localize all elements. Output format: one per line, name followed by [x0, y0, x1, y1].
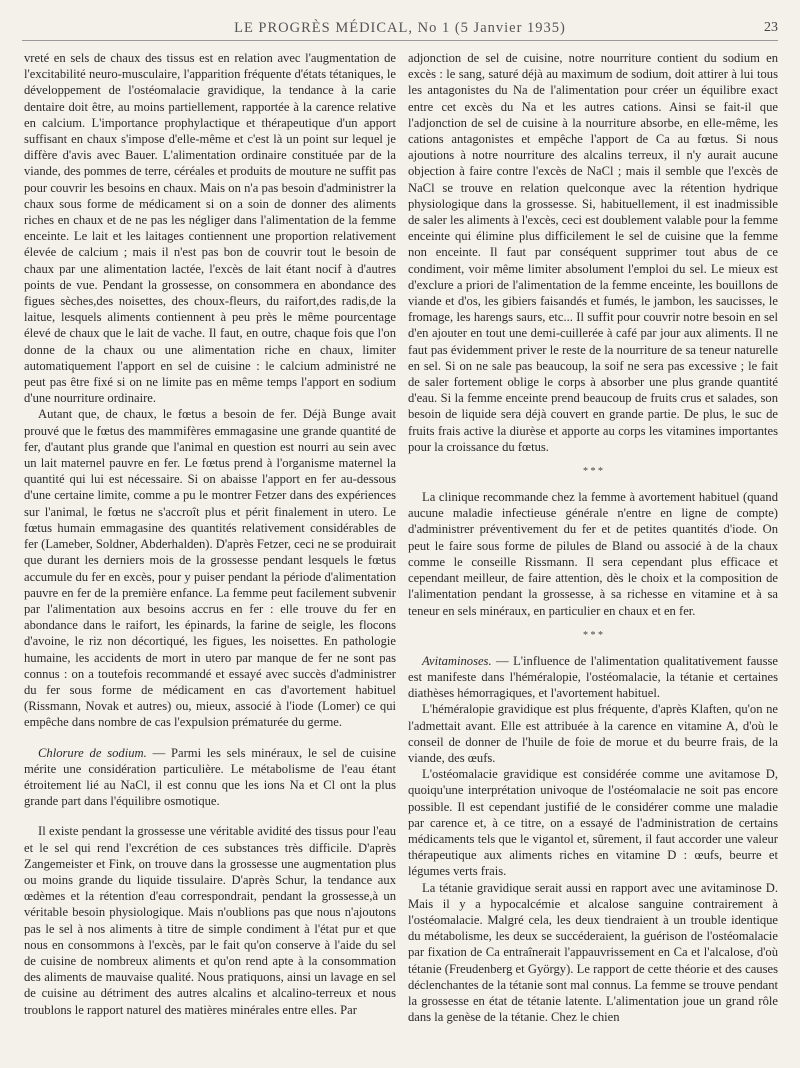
paragraph: Il existe pendant la grossesse une véritable avidité des tissus pour l'eau et le sel qui rend l'excrétion de ces substances très difficile. D'après Zangemeister et Fink, on trouve dans la grossesse une augmentation plus ou moins grande du liquide tissulaire. D'après Schur, la tendance aux œdèmes et la rétention d'eau correspondrait, pendant la grossesse,à un véritable besoin physiologique. Mais n'oublions pas que nous n'ajoutons pas le sel à nos aliments à titre de simple condiment à l'état pur et que nous en consommons à l'excès, par le fait qu'on conserve à l'aide du sel de cuisine de nombreux aliments et qu'on rend apte à la consommation des aliments de mauvaise qualité. Nous pratiquons, ainsi un lavage en sel de cuisine au détriment des autres alcalins et alcalino-terreux et nous troublons le rapport naturel des matières minérales entre elles. Par [24, 824, 396, 1017]
section-paragraph-chlorure [24, 745, 396, 810]
section-title-avitaminoses: Avitaminoses. [422, 653, 492, 668]
page-number: 23 [764, 20, 778, 35]
paragraph: L'héméralopie gravidique est plus fréquente, d'après Klaften, qu'on ne l'admettait avant. Elle est attribuée à la carence en vitamine A, d'où le conseil de donner de l'huile de foie de morue et du beurre frais, de la viande, des œufs. [408, 702, 778, 765]
paragraph-text: — L'influence de l'alimentation qualitativement fausse est manifeste dans l'héméralopie, l'ostéomalacie, la tétanie et certaines diathèses hémorragiques, et l'avortement habituel. [408, 653, 778, 701]
paragraph-text: — Parmi les sels minéraux, le sel de cuisine mérite une considération particulière. Le métabolisme de l'eau étant étroitement lié au NaCl, il est connu que les ions Na et Cl ont la plus grande part dans l'équilibre osmotique. [24, 745, 396, 809]
paragraph: La clinique recommande chez la femme à avortement habituel (quand aucune maladie infectieuse générale n'entre en ligne de compte) d'administrer préventivement du fer et de petites quantités d'iode. On peut le faire sous forme de pilules de Bland ou associé à de la chaux comme le conseille Rissmann. Il sera cependant plus efficace et cependant meilleur, de faire attention, dès le choix et la composition de l'alimentation pendant la grossesse, à sa richesse en vitamine et à sa teneur en sels minéraux, en particulier en chaux et en fer. [408, 490, 778, 618]
paragraph: vreté en sels de chaux des tissus est en relation avec l'augmentation de l'excitabilité neuro-musculaire, l'apparition fréquente d'états tétaniques, le développement de l'ostéomalacie gravidique, la tendance à la carie dentaire doit être, au moins partiellement, rapportée à la carence relative en calcium. L'importance prophylactique et thérapeutique d'un apport suffisant en chaux s'impose d'elle-même et c'est là un point sur lequel je diffère d'avis avec Bauer. L'alimentation ordinaire constituée par de la viande, des pommes de terre, céréales et produits de mouture ne suffit pas pour couvrir les besoins en chaux. Mais on n'a pas besoin d'administrer la chaux sous forme de médicament si on a soin de donner des aliments riches en chaux et de ne pas les négliger dans l'alimentation de la femme enceinte. Le lait et les laitages contiennent une proportion relativement élevée de calcium ; mais il n'est pas bon de couvrir tout le besoin de chaux par une alimentation lactée, l'excès de lait étant nocif à d'autres points de vue. Pendant la grossesse, on consommera en abondance des figues sèches,des noisettes, des choux-fleurs, du raifort,des radis,de la laitue, lesquels aliments contiennent à peu près le même pourcentage élevé de chaux que le lait de vache. Il faut, en outre, chaque fois que l'on donne de la chaux ou une alimentation riche en chaux, limiter automatiquement l'apport en sel de cuisine : le calcium administré ne peut pas être fixé si on ne limite pas en même temps l'apport en sodium d'une nourriture ordinaire. [24, 51, 396, 406]
right-column [408, 50, 778, 1025]
running-header [22, 18, 778, 41]
paragraph: L'ostéomalacie gravidique est considérée comme une avitamose D, quoiqu'une interprétation univoque de l'ostéomalacie ne soit pas encore possible. Il est cependant justifié de le considérer comme une maladie par carence et, à ce titre, on a essayé de l'administration de certains médicaments tels que le vigantol et, sûrement, il faut accorder une valeur thérapeutique aux aliments riches en vitamine D : œufs, beurre et légumes verts frais. [408, 767, 778, 879]
section-title-chlorure: Chlorure de sodium. [38, 745, 147, 760]
section-separator: * * * [583, 466, 603, 478]
section-paragraph-avitaminoses [408, 653, 778, 702]
paragraph: adjonction de sel de cuisine, notre nourriture contient du sodium en excès : le sang, saturé déjà au maximum de sodium, doit attirer à lui tous les antagonistes du Na de l'alimentation pour créer un équilibre exact entre cet excès du Na et les autres cations. Ainsi se fait-il que l'adjonction de sel de cuisine à la nourriture absorbe, en elle-même, les cations antagonistes et empêche l'apport de Ca au fœtus. Si nous ajoutions à notre nourriture des alcalins terreux, il n'y aurait aucune objection à faire contre l'excès de NaCl ; mais il semble que l'excès de NaCl se trouve en relation quelconque avec la rétention hydrique physiologique dans la grossesse. Si, habituellement, il est inadmissible de saler les aliments à l'excès, ceci est doublement valable pour la femme enceinte qui élimine plus difficilement le sel de cuisine que la femme non enceinte. Il faut par conséquent supprimer tout abus de ce condiment, voir même limiter absolument l'emploi du sel. Le mieux est d'exclure a priori de l'alimentation de la femme enceinte, les bouillons de viande et d'os, les gibiers faisandés et fumés, le jambon, les saucisses, le fromage, les harengs saurs, etc... Il suffit pour couvrir notre besoin en sel d'en ajouter en tout une demi-cuillerée à café par jour aux aliments. Il ne faut pas évidemment priver le reste de la nourriture de sa teneur naturelle en sel. Si on ne sale pas beaucoup, la soif ne sera pas excessive ; le fait de saler fortement oblige le corps à absorber une plus grande quantité d'eau. Si la femme enceinte prend beaucoup de fruits crus et salades, son besoin de liquide sera déjà couvert en grande partie. De plus, le suc de fruits frais active la diurèse et apporte au corps les vitamines importantes pour la croissance du fœtus. [408, 51, 778, 454]
paragraph: Autant que, de chaux, le fœtus a besoin de fer. Déjà Bunge avait prouvé que le fœtus des mammifères emmagasine une grande quantité de fer, d'autant plus grande que l'animal en question est nourri au sein avec un lait maternel pauvre en fer. Le fœtus prend à l'organisme maternel la quantité qui lui est nécessaire. Si on abaisse l'apport en fer au-dessous d'une certaine limite, comme a pu le montrer Fetzer dans des expériences sur l'animal, le fœtus ne s'accroît plus et périt finalement in utero. Le fœtus humain emmagasine des quantités relativement considérables de fer (Lameber, Soldner, Abderhalden). D'après Fetzer, ceci ne se produirait que durant les derniers mois de la grossesse pendant lesquels le fœtus accumule du fer en excès, pour y puiser pendant la période d'alimentation pauvre en fer de la première enfance. La femme peut facilement subvenir par l'alimentation aux besoins accrus en fer : elle trouve du fer en abondance dans le raifort, les épinards, la farine de seigle, les flocons d'avoine, le riz non décortiqué, les figues, les noisettes. En pathologie humaine, les accidents de mort in utero par manque de fer ne sont pas connus : on a toutefois recommandé et essayé avec succès d'administrer du fer sous forme de médicament en cas d'avortement habituel (Rissmann, Novak et autres) ou, mieux, associé à l'iode (Lomer) ce qui empêche dans nombre de cas l'expulsion prématurée du germe. [24, 407, 396, 730]
journal-running-title: LE PROGRÈS MÉDICAL, No 1 (5 Janvier 1935) [234, 20, 566, 36]
paragraph: La tétanie gravidique serait aussi en rapport avec une avitaminose D. Mais il y a hypocalcémie et alcalose sanguine contrairement à l'ostéomalacie. Malgré cela, les deux tiendraient à un trouble identique du métabolisme, les deux se succéderaient, la guérison de l'ostéomalacie par fixation de Ca entraînerait l'appauvrissement en Ca et l'alcalose, d'où tétanie (Freudenberg et György). Le rapport de cette théorie et des causes déclenchantes de la tétanie sont mal connus. La femme se trouve pendant la grossesse en état de tétanie latente. L'alimentation joue un grand rôle dans la genèse de la tétanie. Chez le chien [408, 880, 778, 1025]
left-column [24, 50, 396, 1018]
section-separator: * * * [583, 629, 603, 641]
